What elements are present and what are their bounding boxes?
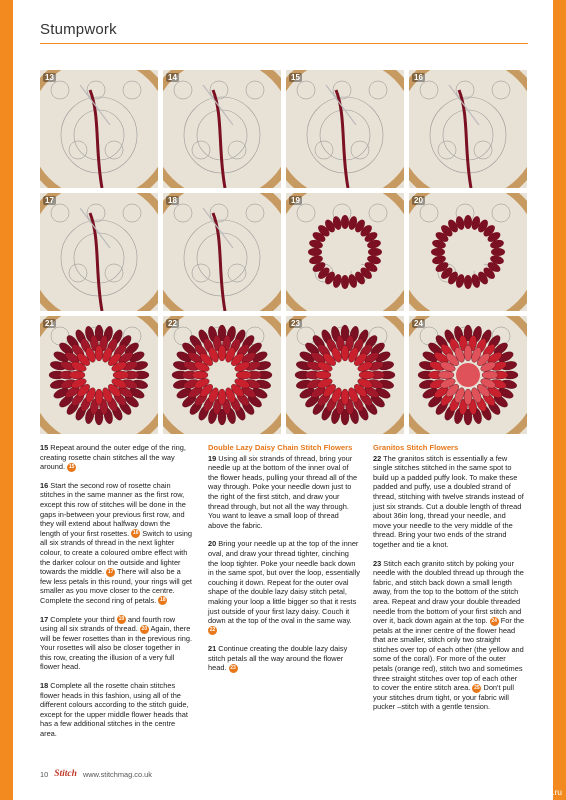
photo-number: 15 [291, 73, 300, 82]
watermark: PassionForum.ru [497, 787, 562, 797]
photo-ref-badge: 25 [474, 684, 480, 691]
step-photo [286, 70, 404, 188]
step-photo [409, 316, 527, 434]
step-20: 20 Bring your needle up at the top of the inner oval, and draw your thread tighter, cinching the loop tighter. Poke your needle back down in the same spot, but over the loop, essentially couching it down. Repeat for the outer oval shape of the double lazy daisy stitch petal, making your loop a little bigger so that it rests just outside of your first lazy daisy. Couch it down at the top of the oval in the same way. 22 [208, 539, 361, 634]
step-21: 21 Continue creating the double lazy daisy stitch petals all the way around the flower head. 23 [208, 644, 348, 673]
embroidery-photo [40, 70, 158, 188]
embroidery-photo [286, 193, 404, 311]
step-18: 18 Complete all the rosette chain stitches flower heads in this fashion, using all of the different colours according to the stitch guide, except for the upper middle flower heads that has a few additional stitches in the centre area. [40, 681, 189, 739]
photo-number: 20 [414, 196, 423, 205]
photo-ref-badge: 16 [132, 530, 139, 537]
magazine-logo: Stitch [54, 769, 77, 779]
photo-ref-badge: 20 [141, 625, 148, 632]
step-photo [40, 70, 158, 188]
photo-ref-badge: 17 [107, 568, 114, 575]
section-rule [40, 43, 528, 44]
embroidery-photo [409, 70, 527, 188]
photo-number: 16 [414, 73, 423, 82]
section-title: Stumpwork [40, 21, 117, 38]
step-photo [286, 316, 404, 434]
embroidery-photo [409, 316, 527, 434]
step-photo [40, 316, 158, 434]
photo-number: 19 [291, 196, 300, 205]
photo-number: 17 [45, 196, 54, 205]
embroidery-photo [163, 193, 281, 311]
step-photo [40, 193, 158, 311]
photo-number: 22 [168, 319, 177, 328]
step-15: 15 Repeat around the outer edge of the ring, creating rosette chain stitches all the way around. 15 [40, 443, 186, 472]
text-column-1 [40, 443, 192, 748]
granitos-heading: Granitos Stitch Flowers [373, 443, 459, 452]
step-photo [286, 193, 404, 311]
photo-number: 21 [45, 319, 54, 328]
embroidery-photo [163, 316, 281, 434]
photo-ref-badge: 19 [118, 616, 125, 623]
step-22: 22 The granitos stitch is essentially a few single stitches stitched in the same spot to build up a padded puffy look. To make these padded and puffy, use a doubled strand of thread, stitching with twelve strands instead of just six strands. Cut a double length of thread about 36in long, thread your needle, and move your needle to the very middle of the thread. Bring your two ends of the strand together and tie a knot. [373, 453, 524, 549]
text-column-3 [373, 443, 525, 721]
step-19: 19 Using all six strands of thread, bring your needle up at the bottom of the inner oval of the flower heads, pulling your thread all of the way through. Poke your needle down just to the right of the first stitch, and draw your thread through, but not all the way through. You want to leave a small loop of thread above the fabric. [208, 453, 358, 530]
step-photo [409, 70, 527, 188]
magazine-page [13, 0, 553, 800]
photo-ref-badge: 22 [209, 627, 216, 634]
double-lazy-heading: Double Lazy Daisy Chain Stitch Flowers [208, 443, 353, 452]
step-23: 23 Stitch each granito stitch by poking your needle with the doubled thread up through the fabric, and stitch back down a small length away, from the top to the bottom of the stitch area. Repeat and draw your double threaded needle from the bottom of your first stitch and over it, back down again at the top. 24 For the petals at the inner centre of the flower head that are smaller, stitch only two straight stitches over top of each other (the yellow and some of the coral). For more of the outer petals (orange red), stitch two and sometimes three straight stitches over top of each other to cover the entire stitch area. 25 Don't pull your stitches drum tight, or your fabric will pucker –stitch with a gentle tension. [373, 558, 525, 712]
step-photo [163, 316, 281, 434]
photo-ref-badge: 18 [160, 597, 166, 604]
step-17: 17 Complete your third 19 and fourth row using all six strands of thread. 20 Again, there will be fewer rosettes than in the previous ring. Your rosettes will also be closer together in this row, creating the illusion of a very full flower head. [40, 614, 192, 672]
photo-number: 14 [168, 73, 177, 82]
step-photo [163, 193, 281, 311]
photo-ref-badge: 23 [230, 665, 236, 672]
embroidery-photo [409, 193, 527, 311]
embroidery-photo [286, 316, 404, 434]
photo-ref-badge: 24 [491, 617, 497, 624]
step-16: 16 Start the second row of rosette chain stitches in the same manner as the first row, except this row of stitches will be done in the gaps in-between your previous first row, and they will extend about halfway down the length of your first rosettes. 16 Switch to using all six strands of thread in the next lighter colour, to create a coloured ombre effect with the darker colour on the outside and lighter towards the middle. 17 There will also be a few less petals in this round, your rings will get smaller as you move closer to the centre. Complete the second ring of petals. 18 [40, 480, 192, 605]
page-footer [40, 769, 152, 779]
embroidery-photo [163, 70, 281, 188]
website-url[interactable]: www.stitchmag.co.uk [82, 769, 152, 779]
page-number: 10 [40, 769, 49, 779]
step-photo [409, 193, 527, 311]
step-photo [163, 70, 281, 188]
photo-ref-badge: 15 [68, 463, 75, 470]
photo-number: 24 [414, 319, 423, 328]
photo-number: 23 [291, 319, 300, 328]
embroidery-photo [40, 193, 158, 311]
photo-number: 13 [45, 73, 54, 82]
photo-number: 18 [168, 196, 177, 205]
embroidery-photo [40, 316, 158, 434]
text-column-2 [208, 443, 360, 682]
embroidery-photo [286, 70, 404, 188]
